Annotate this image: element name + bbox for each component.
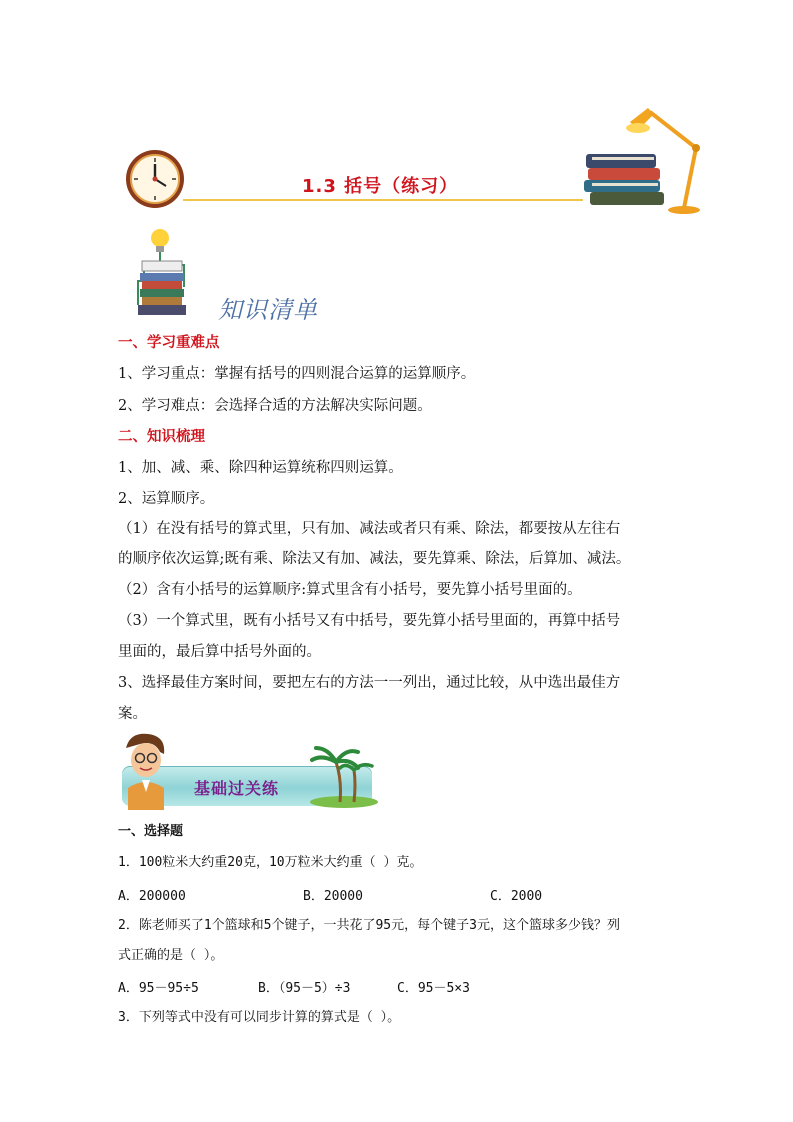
title-underline (183, 199, 583, 201)
clock-icon (124, 148, 186, 210)
practice-banner-title: 基础过关练 (194, 779, 280, 798)
section2-line: （1）在没有括号的算式里，只有加、减法或者只有乘、除法，都要按从左往右 (118, 521, 621, 537)
section2-line: 1、加、减、乘、除四种运算统称四则运算。 (118, 460, 403, 476)
section2-line: （3）一个算式里，既有小括号又有中括号，要先算小括号里面的，再算中括号 (118, 613, 621, 629)
section2-line: （2）含有小括号的运算顺序:算式里含有小括号，要先算小括号里面的。 (118, 582, 582, 598)
q2-option-a: A．95－95÷5 (118, 981, 199, 996)
section1-item: 2、学习难点：会选择合适的方法解决实际问题。 (118, 398, 432, 414)
desk-lamp-books-icon (578, 100, 708, 215)
section2-line: 3、选择最佳方案时间，要把左右的方法一一列出，通过比较，从中选出最佳方 (118, 675, 621, 691)
section2-line: 里面的，最后算中括号外面的。 (118, 644, 321, 660)
question-1: 1．100粒米大约重20克，10万粒米大约重（ ）克。 (118, 855, 423, 870)
q1-option-c: C．2000 (490, 889, 543, 904)
q1-option-a: A．200000 (118, 889, 186, 904)
question-2-line2: 式正确的是（ ）。 (118, 948, 224, 963)
q2-option-c: C．95－5×3 (397, 981, 470, 996)
q1-option-b: B．20000 (303, 889, 363, 904)
question-2-line1: 2．陈老师买了1个篮球和5个键子，一共花了95元，每个键子3元，这个篮球多少钱？列 (118, 918, 620, 933)
palm-island-icon (300, 740, 380, 810)
teacher-cartoon-icon (120, 730, 172, 810)
exercises-heading: 一、选择题 (118, 824, 184, 839)
page-title: 1.3 括号（练习） (302, 176, 459, 197)
section1-item: 1、学习重点：掌握有括号的四则混合运算的运算顺序。 (118, 366, 476, 382)
question-3: 3．下列等式中没有可以同步计算的算式是（ ）。 (118, 1010, 401, 1025)
section1-heading: 一、学习重难点 (118, 334, 220, 351)
section2-line: 案。 (118, 706, 147, 722)
section2-line: 2、运算顺序。 (118, 491, 215, 507)
q2-option-b: B．（95－5）÷3 (258, 981, 351, 996)
knowledge-heading: 知识清单 (218, 296, 318, 324)
lightbulb-books-icon (132, 225, 214, 323)
section2-line: 的顺序依次运算;既有乘、除法又有加、减法，要先算乘、除法，后算加、减法。 (118, 551, 631, 567)
section2-heading: 二、知识梳理 (118, 428, 205, 445)
